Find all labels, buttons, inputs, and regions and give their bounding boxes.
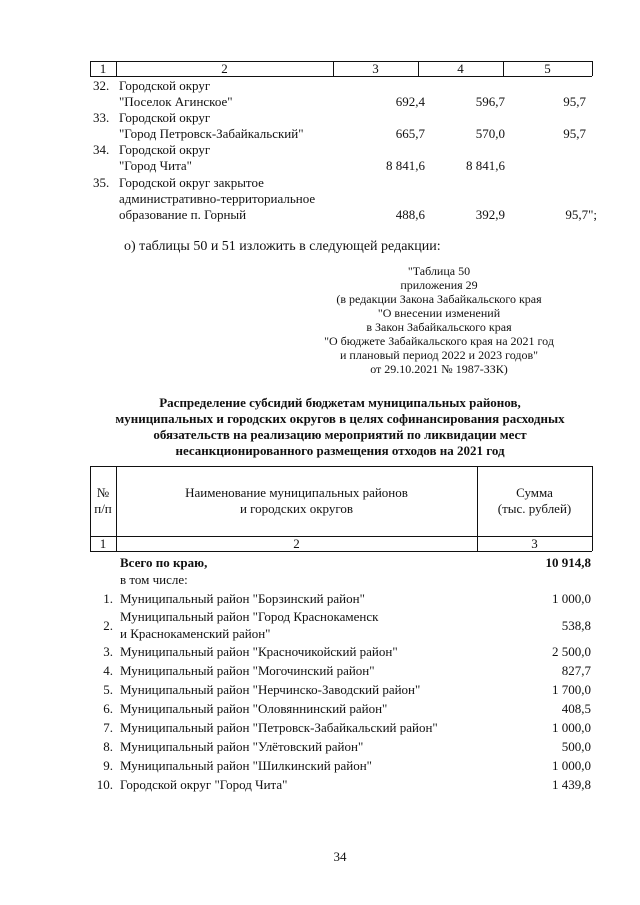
annotation-line: "Таблица 50 [407,264,471,278]
row-number: 1. [103,591,113,606]
header-col-number [90,485,116,517]
row-name-line: Городской округ "Город Чита" [120,777,288,792]
cell-col3: 8 841,6 [386,158,425,173]
header-text: Наименование муниципальных районов [185,485,408,500]
row-value: 1 439,8 [552,777,591,792]
total-value: 10 914,8 [545,555,591,570]
cell-col3: 488,6 [395,207,425,222]
annotation-line: "О бюджете Забайкальского края на 2021 год [324,334,554,348]
cell-col5: 95,7 [563,126,586,141]
index-cell: 1 [99,536,107,551]
top-table-header-cell: 1 [99,61,107,76]
header-text: (тыс. рублей) [497,501,572,516]
cell-col4: 570,0 [475,126,505,141]
index-cell: 3 [531,536,538,551]
annotation-line: и плановый период 2022 и 2023 годов" [339,348,539,362]
header-col-sum [477,485,592,517]
row-name-line: Городской округ закрытое [119,175,264,190]
title-line: муниципальных и городских округов в целях софинансирования расходных [115,411,565,426]
row-number: 6. [103,701,113,716]
row-value: 827,7 [561,663,591,678]
header-text: Сумма [516,485,553,500]
row-name-line: Муниципальный район "Шилкинский район" [120,758,372,773]
row-value: 1 000,0 [552,720,591,735]
row-value: 500,0 [561,739,591,754]
row-number: 7. [103,720,113,735]
row-name-line: "Город Чита" [119,158,192,173]
row-name-line: и Краснокаменский район" [120,626,271,641]
document-title [70,395,610,459]
row-name-line: Городской округ [119,142,211,157]
page-number: 34 [333,849,347,864]
row-number: 8. [103,739,113,754]
top-table-header-cell: 4 [457,61,464,76]
cell-col4: 8 841,6 [466,158,505,173]
row-value: 1 700,0 [552,682,591,697]
instruction-paragraph: о) таблицы 50 и 51 изложить в следующей редакции: [124,239,441,254]
cell-col5: 95,7"; [565,207,597,222]
cell-col4: 392,9 [475,207,505,222]
title-line: обязательств на реализацию мероприятий по ликвидации мест [153,427,527,442]
index-cell: 2 [293,536,300,551]
top-table-header-cell: 5 [544,61,551,76]
annotation-line: от 29.10.2021 № 1987-ЗЗК) [370,362,508,376]
row-value: 408,5 [561,701,591,716]
row-value: 2 500,0 [552,644,591,659]
row-name-line: административно-территориальное [119,191,316,206]
row-name-line: Муниципальный район "Оловяннинский район" [120,701,388,716]
row-name-line: Муниципальный район "Нерчинско-Заводский район" [120,682,421,697]
annotation-line: в Закон Забайкальского края [366,320,512,334]
top-table-header-cell: 3 [372,61,379,76]
row-name-line: Муниципальный район "Город Краснокаменск [120,609,379,624]
top-table-header-cell: 2 [221,61,228,76]
including-label: в том числе: [120,572,188,587]
header-text: и городских округов [239,501,354,516]
row-name-line: Муниципальный район "Улётовский район" [120,739,364,754]
row-name-line: "Город Петровск-Забайкальский" [119,126,304,141]
title-line: несанкционированного размещения отходов на 2021 год [175,443,505,458]
row-number: 34. [93,142,110,157]
row-number: 9. [103,758,113,773]
annotation-line: (в редакции Закона Забайкальского края [336,292,542,306]
row-number: 35. [93,175,110,190]
cell-col3: 692,4 [395,94,425,109]
row-name-line: Муниципальный район "Петровск-Забайкальский район" [120,720,438,735]
row-number: 4. [103,663,113,678]
row-number: 5. [103,682,113,697]
row-name-line: Муниципальный район "Могочинский район" [120,663,375,678]
cell-col4: 596,7 [475,94,505,109]
row-value: 1 000,0 [552,758,591,773]
row-name-line: Городской округ [119,78,211,93]
row-value: 538,8 [561,618,591,633]
row-name-line: Городской округ [119,110,211,125]
row-name-line: "Поселок Агинское" [119,94,233,109]
row-value: 1 000,0 [552,591,591,606]
row-name-line: Муниципальный район "Борзинский район" [120,591,365,606]
cell-col5: 95,7 [563,94,586,109]
header-text: п/п [94,501,112,516]
row-number: 33. [93,110,110,125]
row-number: 32. [93,78,110,93]
header-col-name [116,485,477,517]
table-annotation [310,264,568,376]
row-number: 2. [103,618,113,633]
row-number: 3. [103,644,113,659]
total-label: Всего по краю, [120,555,208,570]
cell-col3: 665,7 [395,126,425,141]
row-name-line: Муниципальный район "Красночикойский район" [120,644,398,659]
annotation-line: "О внесении изменений [377,306,501,320]
header-text: № [96,485,110,500]
row-name-line: образование п. Горный [119,207,247,222]
title-line: Распределение субсидий бюджетам муниципальных районов, [159,395,521,410]
annotation-line: приложения 29 [400,278,478,292]
row-number: 10. [96,777,113,792]
